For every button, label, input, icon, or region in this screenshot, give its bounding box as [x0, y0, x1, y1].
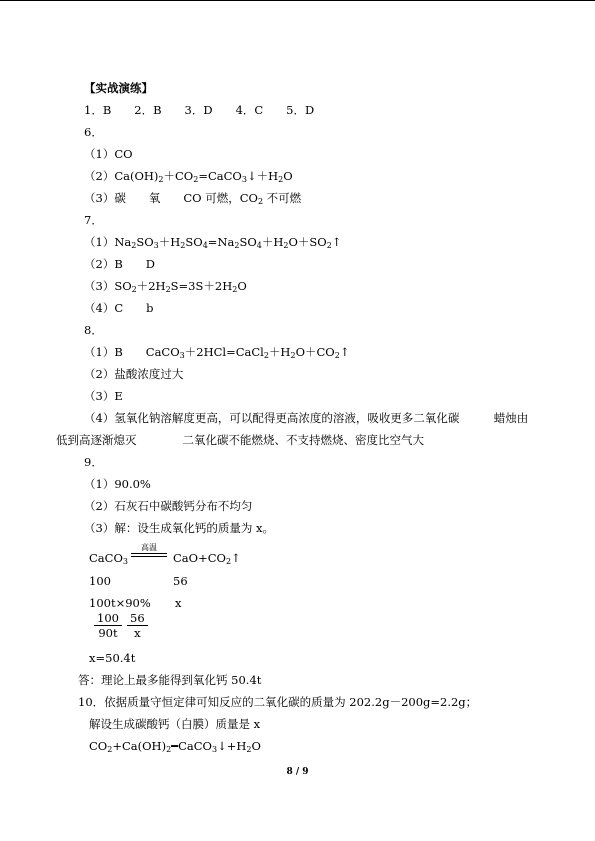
q9-fraction-1	[94, 611, 122, 640]
q8-number: 8．	[84, 323, 103, 337]
q8-answer-4-line-1: （4）氢氧化钠溶解度更高，可以配得更高浓度的溶液，吸收更多二氧化碳 蜡烛由	[84, 411, 529, 425]
q9-equation-left: CaCO$_3$	[89, 551, 128, 566]
answers-1-5: 1．B 2．B 3．D 4．C 5．D	[84, 103, 315, 117]
q10-line-2: 解设生成碳酸钙（白膜）质量是 x	[89, 717, 261, 731]
q9-ratio-row-2-right: x	[175, 596, 182, 610]
q9-fraction-2-denominator: x	[134, 626, 141, 640]
q8-answer-3: （3）E	[84, 389, 123, 403]
q6-answer-3: （3）碳 氧 CO 可燃，$CO_2$ 不可燃	[84, 191, 302, 206]
q9-ratio-row-1-left: 100	[89, 574, 111, 588]
q9-equation-condition: 高温	[141, 543, 157, 552]
q9-answer-2: （2）石灰石中碳酸钙分布不均匀	[84, 499, 253, 513]
q9-fraction-1-numerator: 100	[94, 611, 122, 626]
q9-equation-condition-line-2	[131, 556, 167, 557]
q9-number: 9．	[84, 455, 103, 469]
q9-ratio-row-2-left: 100t×90%	[89, 596, 151, 610]
q8-answer-2: （2）盐酸浓度过大	[84, 367, 184, 381]
q7-answer-1: $(1)Na_2SO_3+H_2SO_4=Na_2SO_4+H_2O+SO_2↑$	[84, 235, 342, 250]
q7-answer-3: $(3)SO_2+2H_2S=3S+2H_2O$	[84, 279, 247, 294]
q9-conclusion: 答：理论上最多能得到氧化钙 50.4t	[78, 673, 262, 687]
q9-fraction-1-denominator: 90t	[98, 626, 118, 640]
section-title: 【实战演练】	[84, 81, 153, 95]
q6-answer-1: （1）CO	[84, 147, 133, 161]
q9-equation-right: $CaO+CO_2↑$	[173, 551, 241, 566]
q9-answer-1: （1）90.0%	[84, 477, 151, 491]
q10-line-1: 10．依据质量守恒定律可知反应的二氧化碳的质量为 202.2g－200g=2.2g；	[78, 695, 478, 709]
q9-result: x=50.4t	[89, 651, 136, 665]
q9-fraction-2-numerator: 56	[127, 611, 148, 626]
q10-equation: $CO_2+Ca(OH)_2━CaCO_3↓+H_2O$	[89, 739, 261, 754]
q8-answer-4-line-2: 低到高逐渐熄灭 二氧化碳不能燃烧、不支持燃烧、密度比空气大	[56, 433, 424, 447]
header-rule	[0, 0, 595, 1]
q6-number: 6．	[84, 125, 103, 139]
q9-ratio-row-1-right: 56	[173, 574, 188, 588]
q7-answer-2: （2）B D	[84, 257, 155, 271]
q9-equation-condition-line-1	[131, 553, 167, 554]
q7-answer-4: （4）C b	[84, 301, 154, 315]
q6-answer-2: $(2)Ca(OH)_2+CO_2=CaCO_3↓+H_2O$	[84, 169, 293, 184]
q9-fraction-2	[127, 611, 148, 640]
q9-answer-3: （3）解：设生成氧化钙的质量为 x。	[84, 521, 274, 535]
page-number: 8 / 9	[286, 767, 309, 777]
q8-answer-1: （1）B $CaCO_3+2HCl=CaCl_2+H_2O+CO_2↑$	[84, 345, 350, 360]
q7-number: 7．	[84, 213, 103, 227]
